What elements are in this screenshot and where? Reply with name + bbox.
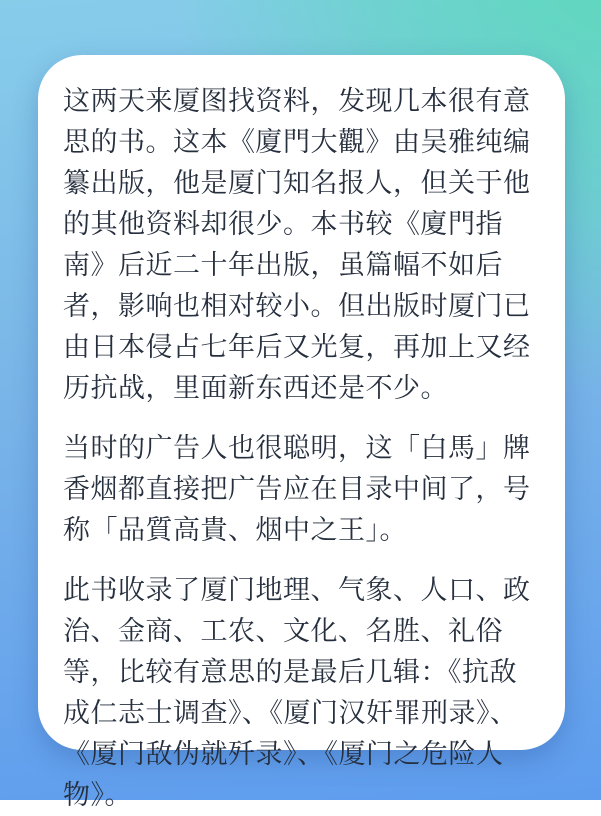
paragraph-advertisement: 当时的广告人也很聪明，这「白馬」牌香烟都直接把广告应在目录中间了，号称「品質高貴、烟中之王」。 [63, 433, 531, 545]
paragraph-book-intro: 这两天来厦图找资料，发现几本很有意思的书。这本《廈門大觀》由吴雅纯编纂出版，他是厦门知名报人，但关于他的其他资料却很少。本书较《廈門指南》后近二十年出版，虽篇幅不如后者，影响也相对较小。但出版时厦门已由日本侵占七年后又光复，再加上又经历抗战，里面新东西还是不少。 [63, 86, 531, 403]
paragraph-contents: 此书收录了厦门地理、气象、人口、政治、金商、工农、文化、名胜、礼俗等，比较有意思的是最后几辑：《抗敌成仁志士调查》、《厦门汉奸罪刑录》、《厦门敌伪就歼录》、《厦门之危险人物》。 [63, 575, 531, 810]
text-card [38, 55, 565, 810]
